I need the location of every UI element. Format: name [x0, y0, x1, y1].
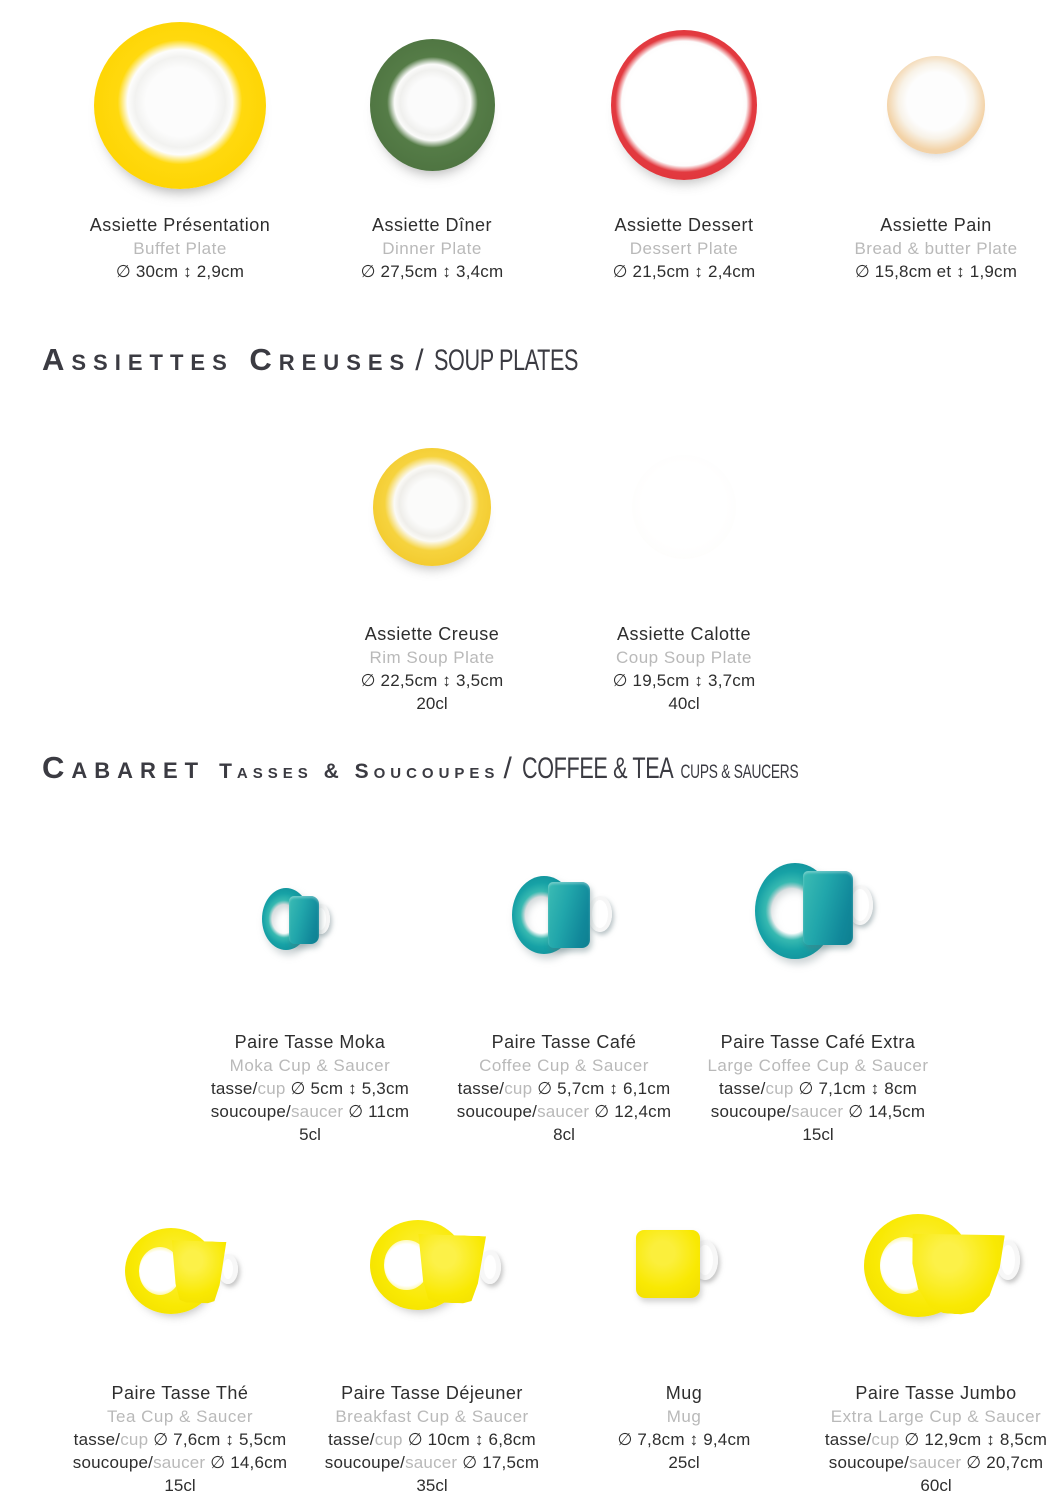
coup-soup-plate-info — [558, 622, 810, 715]
large-coffee-cup-saucer-image — [755, 855, 885, 970]
product-title: Paire Tasse Déjeuner — [341, 1383, 523, 1403]
dessert-plate-cell — [558, 30, 810, 180]
saucer-label-fr: soucoupe/ — [324, 1453, 406, 1472]
product-volume: 60cl — [920, 1476, 952, 1495]
cup-label-fr: tasse/ — [457, 1079, 505, 1098]
dinner-plate-image — [370, 39, 495, 171]
product-dimensions: ∅ 27,5cm ↕ 3,4cm — [360, 262, 504, 281]
breakfast-cup-saucer-image — [368, 1218, 503, 1313]
bread-plate-cell — [810, 56, 1053, 154]
product-title: Assiette Dîner — [371, 215, 493, 235]
section-title-en-wrap — [522, 752, 798, 786]
cup-label-en: cup — [257, 1079, 286, 1098]
saucer-dimensions: ∅ 14,5cm — [848, 1102, 926, 1121]
mug-image — [636, 1230, 731, 1302]
section-title-en: COFFEE & TEA — [521, 752, 674, 785]
breakfast-cup-info — [306, 1381, 558, 1497]
cup-label-en: cup — [871, 1430, 900, 1449]
saucer-dimensions: ∅ 12,4cm — [594, 1102, 672, 1121]
large-coffee-cup-info — [691, 1030, 945, 1146]
saucer-label-fr: soucoupe/ — [210, 1102, 291, 1121]
saucer-label-fr: soucoupe/ — [456, 1102, 538, 1121]
product-subtitle: Moka Cup & Saucer — [229, 1056, 391, 1075]
saucer-label-en: saucer — [290, 1102, 344, 1121]
jumbo-cup-info — [810, 1381, 1053, 1497]
cup-dimensions: ∅ 10cm ↕ 6,8cm — [407, 1430, 536, 1449]
coffee-cup-saucer-image — [512, 868, 627, 968]
cup — [289, 896, 319, 944]
product-subtitle: Coup Soup Plate — [615, 648, 753, 667]
plates-text-row — [54, 213, 1053, 283]
product-subtitle: Breakfast Cup & Saucer — [335, 1407, 529, 1426]
saucer-label-en: saucer — [909, 1453, 962, 1472]
product-dimensions: ∅ 7,8cm ↕ 9,4cm — [617, 1430, 751, 1449]
tea-cups-text-row — [54, 1381, 1053, 1497]
cup-dimensions-line — [306, 1428, 558, 1451]
section-subtitle-fr: Tasses & Soucoupes — [219, 760, 500, 783]
product-volume: 5cl — [299, 1125, 321, 1144]
product-title: Paire Tasse Thé — [111, 1383, 249, 1403]
moka-cup-info — [183, 1030, 437, 1146]
tea-cup-info — [54, 1381, 306, 1497]
product-volume: 15cl — [802, 1125, 834, 1144]
product-subtitle: Buffet Plate — [133, 239, 227, 258]
product-title: Assiette Creuse — [364, 624, 500, 644]
cup-dimensions-line — [810, 1428, 1053, 1451]
cup-label-en: cup — [504, 1079, 533, 1098]
section-header-cabaret — [42, 750, 906, 786]
cup-dimensions: ∅ 5,7cm ↕ 6,1cm — [537, 1079, 671, 1098]
saucer-label-fr: soucoupe/ — [828, 1453, 910, 1472]
dessert-plate-image — [611, 30, 757, 180]
product-subtitle: Dessert Plate — [629, 239, 739, 258]
cup — [803, 871, 853, 945]
moka-cup-saucer-image — [262, 880, 347, 965]
coffee-cup-info — [437, 1030, 691, 1146]
rim-soup-plate-info — [306, 622, 558, 715]
saucer-dimensions-line — [810, 1451, 1053, 1474]
saucer-label-fr: soucoupe/ — [72, 1453, 154, 1472]
bread-plate-info — [810, 213, 1053, 283]
saucer-label-en: saucer — [153, 1453, 206, 1472]
saucer-dimensions-line — [437, 1100, 691, 1123]
saucer-dimensions-line — [691, 1100, 945, 1123]
product-title: Assiette Dessert — [614, 215, 754, 235]
dinner-plate-cell — [306, 39, 558, 171]
saucer-dimensions: ∅ 17,5cm — [462, 1453, 540, 1472]
section-separator: / — [503, 752, 512, 785]
saucer-dimensions-line — [306, 1451, 558, 1474]
product-volume: 25cl — [668, 1453, 700, 1472]
product-dimensions: ∅ 21,5cm ↕ 2,4cm — [612, 262, 756, 281]
section-title-en-wrap — [434, 344, 578, 378]
product-dimensions: ∅ 22,5cm ↕ 3,5cm — [360, 671, 504, 690]
cup-label-fr: tasse/ — [73, 1430, 121, 1449]
cup-dimensions-line — [54, 1428, 306, 1451]
cup-label-en: cup — [374, 1430, 403, 1449]
section-separator: / — [415, 344, 424, 377]
cup-dimensions-line — [691, 1077, 945, 1100]
rim-soup-plate-cell — [306, 448, 558, 566]
cup — [548, 882, 590, 948]
product-title: Assiette Pain — [880, 215, 992, 235]
product-title: Paire Tasse Moka — [234, 1032, 386, 1052]
mug-info — [558, 1381, 810, 1497]
section-title-fr: Cabaret — [42, 750, 206, 785]
product-dimensions: ∅ 30cm ↕ 2,9cm — [115, 262, 245, 281]
tea-cup-saucer-image — [125, 1228, 240, 1318]
saucer-dimensions: ∅ 11cm — [348, 1102, 410, 1121]
product-volume: 15cl — [164, 1476, 196, 1495]
saucer-dimensions-line — [54, 1451, 306, 1474]
product-volume: 40cl — [668, 694, 700, 713]
coffee-cups-text-row — [183, 1030, 945, 1146]
saucer-dimensions: ∅ 20,7cm — [966, 1453, 1044, 1472]
saucer-dimensions: ∅ 14,6cm — [210, 1453, 288, 1472]
coup-soup-plate-image — [632, 455, 736, 559]
mug-body — [636, 1230, 700, 1298]
product-title: Paire Tasse Café — [491, 1032, 637, 1052]
cup-label-en: cup — [765, 1079, 794, 1098]
buffet-plate-info — [54, 213, 306, 283]
buffet-plate-cell — [54, 22, 306, 189]
saucer-dimensions-line — [183, 1100, 437, 1123]
product-volume: 8cl — [553, 1125, 575, 1144]
product-subtitle: Mug — [666, 1407, 702, 1426]
section-subtitle-en: CUPS & SAUCERS — [680, 762, 799, 783]
cup-label-fr: tasse/ — [328, 1430, 375, 1449]
product-title: Assiette Présentation — [89, 215, 271, 235]
soup-plates-text-row — [54, 622, 1053, 715]
jumbo-cup-saucer-image — [858, 1212, 1023, 1324]
product-subtitle: Bread & butter Plate — [854, 239, 1018, 258]
saucer-label-en: saucer — [791, 1102, 844, 1121]
dessert-plate-info — [558, 213, 810, 283]
product-subtitle: Dinner Plate — [382, 239, 482, 258]
product-subtitle: Coffee Cup & Saucer — [479, 1056, 649, 1075]
product-title: Mug — [665, 1383, 703, 1403]
product-subtitle: Extra Large Cup & Saucer — [830, 1407, 1042, 1426]
product-dimensions: ∅ 15,8cm et ↕ 1,9cm — [854, 262, 1018, 281]
saucer-label-fr: soucoupe/ — [710, 1102, 792, 1121]
cup-dimensions-line — [437, 1077, 691, 1100]
bread-plate-image — [887, 56, 985, 154]
cup-dimensions: ∅ 5cm ↕ 5,3cm — [290, 1079, 410, 1098]
buffet-plate-image — [94, 22, 266, 189]
saucer-label-en: saucer — [405, 1453, 458, 1472]
section-title-en: SOUP PLATES — [433, 344, 578, 377]
section-header-soup-plates — [42, 342, 634, 378]
product-volume: 35cl — [416, 1476, 448, 1495]
cup-dimensions: ∅ 7,1cm ↕ 8cm — [798, 1079, 918, 1098]
cup-label-fr: tasse/ — [824, 1430, 872, 1449]
saucer-label-en: saucer — [537, 1102, 590, 1121]
cup-dimensions-line — [183, 1077, 437, 1100]
soup-plates-image-row — [54, 428, 1053, 586]
cup-handle — [588, 896, 612, 932]
cup-label-fr: tasse/ — [210, 1079, 258, 1098]
product-subtitle: Rim Soup Plate — [369, 648, 495, 667]
section-title-fr: Assiettes Creuses — [42, 342, 412, 377]
dinner-plate-info — [306, 213, 558, 283]
product-title: Assiette Calotte — [616, 624, 752, 644]
product-volume: 20cl — [416, 694, 448, 713]
rim-soup-plate-image — [373, 448, 491, 566]
product-dimensions: ∅ 19,5cm ↕ 3,7cm — [612, 671, 756, 690]
cup-label-en: cup — [120, 1430, 149, 1449]
product-subtitle: Large Coffee Cup & Saucer — [707, 1056, 929, 1075]
product-title: Paire Tasse Café Extra — [720, 1032, 916, 1052]
plates-image-row — [54, 10, 1053, 200]
product-title: Paire Tasse Jumbo — [855, 1383, 1017, 1403]
cup-label-fr: tasse/ — [718, 1079, 766, 1098]
product-subtitle: Tea Cup & Saucer — [107, 1407, 253, 1426]
coup-soup-plate-cell — [558, 455, 810, 559]
cup-dimensions: ∅ 12,9cm ↕ 8,5cm — [904, 1430, 1048, 1449]
cup-dimensions: ∅ 7,6cm ↕ 5,5cm — [153, 1430, 287, 1449]
